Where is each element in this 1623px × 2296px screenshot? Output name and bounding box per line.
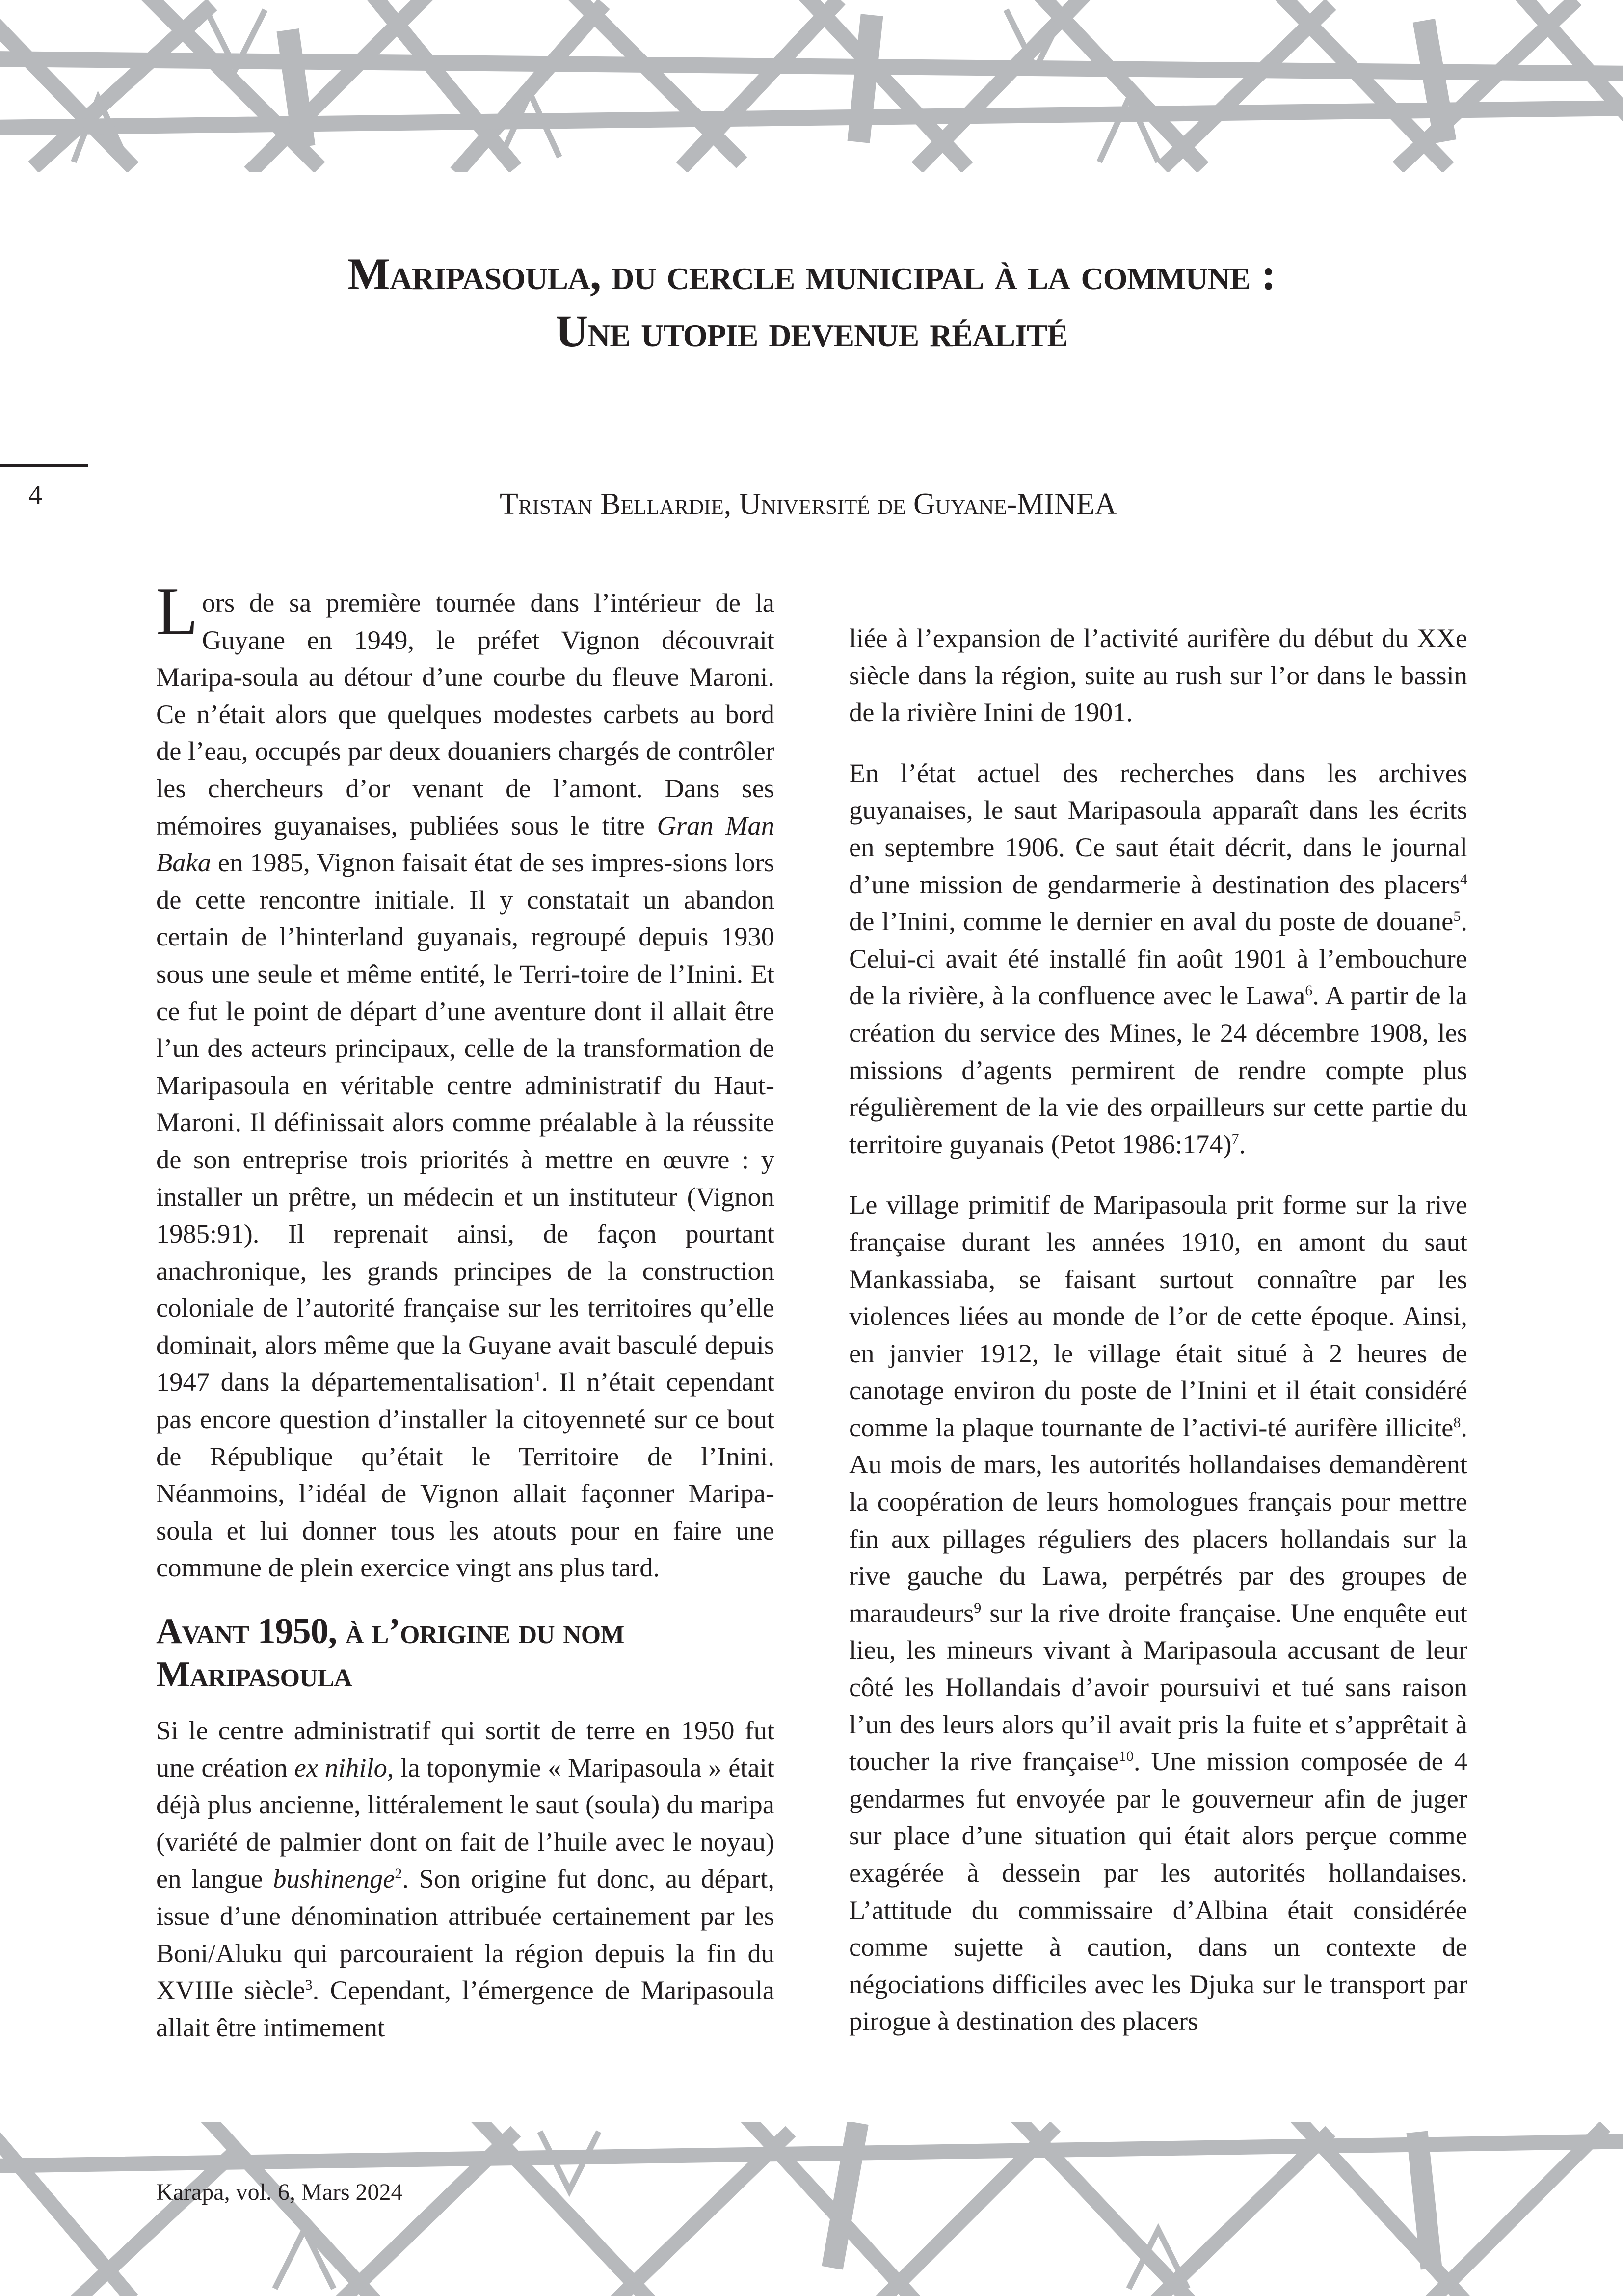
- footnote-ref[interactable]: 2: [395, 1865, 402, 1882]
- article-title-line-1: Maripasoula, du cercle municipal à la commune :: [347, 249, 1276, 299]
- article-title-line-2: Une utopie devenue réalité: [555, 306, 1068, 356]
- footnote-ref[interactable]: 7: [1231, 1131, 1239, 1147]
- body-paragraph: En l’état actuel des recherches dans les archives guyanaises, le saut Maripasoula apparaît dans les écrits en septembre 1906. Ce saut était décrit, dans le journal d’une mission de gendarmerie à destination des placers$^4$ de l’Inini, comme le dernier en aval du poste de douane$^5$. Celui-ci avait été installé fin août 1901 à l’embouchure de la rivière, à la confluence avec le Lawa$^6$. A partir de la création du service des Mines, le 24 décembre 1908, les missions d’agents permirent de rendre compte plus régulièrement de la vie des orpailleurs sur cette partie du territoire guyanais (Petot 1986:174)$^7$.: [849, 757, 1468, 1159]
- footnote-ref[interactable]: 8: [1453, 1414, 1461, 1431]
- top-decorative-band: [0, 0, 1623, 172]
- footnote-ref[interactable]: 6: [1305, 982, 1313, 999]
- footnote-ref[interactable]: 10: [1118, 1748, 1134, 1765]
- right-column: [849, 620, 1467, 2040]
- footnote-ref[interactable]: 4: [1460, 871, 1467, 888]
- body-paragraph: liée à l’expansion de l’activité aurifère du début du XXe siècle dans la région, suite au rush sur l’or dans le bassin de la rivière Inini de 1901.: [849, 623, 1467, 728]
- footnote-ref[interactable]: 3: [305, 1977, 313, 1994]
- left-column: [156, 573, 774, 2046]
- journal-footer: Karapa, vol. 6, Mars 2024: [156, 2179, 403, 2205]
- page-number-rule: [0, 464, 88, 467]
- article-title: [0, 245, 1623, 359]
- section-heading: Avant 1950, à l’origine du nom Maripasoula: [156, 1611, 624, 1695]
- author-affiliation: Tristan Bellardie, Université de Guyane-MINEA: [500, 487, 1117, 521]
- page-number: 4: [28, 480, 42, 510]
- bottom-decorative-band: [0, 2122, 1623, 2296]
- footnote-ref[interactable]: 5: [1453, 908, 1461, 924]
- woven-pattern-graphic: [0, 2122, 1623, 2296]
- drop-cap: L: [156, 573, 198, 649]
- body-paragraph: Le village primitif de Maripasoula prit forme sur la rive française durant les années 1910, en amont du saut Mankassiaba, se faisant surtout connaître par les violences liées au monde de l’or de cette époque. Ainsi, en janvier 1912, le village était situé à 2 heures de canotage environ du poste de l’Inini et il était considéré comme la plaque tournante de l’activi-té aurifère illicite$^8$. Au mois de mars, les autorités hollandaises demandèrent la coopération de leurs homologues français pour mettre fin aux pillages réguliers des placers hollandais sur la rive gauche du Lawa, perpétrés par des groupes de maraudeurs$^9$ sur la rive droite française. Une enquête eut lieu, les mineurs vivant à Maripasoula accusant de leur côté les Hollandais d’avoir poursuivi et tué sans raison l’un des leurs alors qu’il avait pris la fuite et s’apprêtait à toucher la rive française$^{10}$. Une mission composée de 4 gendarmes fut envoyée par le gouverneur afin de juger sur place d’une situation qui était alors perçue comme exagérée à dessein par les autorités hollandaises. L’attitude du commissaire d’Albina était considérée comme sujette à caution, dans un contexte de négociations difficiles avec les Djuka sur le transport par pirogue à destination des placers: [849, 1189, 1467, 2036]
- footnote-ref[interactable]: 9: [974, 1599, 982, 1616]
- intro-paragraph: Lors de sa première tournée dans l’intérieur de la Guyane en 1949, le préfet Vignon découvrait Maripa-soula au détour d’une courbe du fleuve Maroni. Ce n’était alors que quelques modestes carbets au bord de l’eau, occupés par deux douaniers chargés de contrôler les chercheurs d’or venant de l’amont. Dans ses mémoires guyanaises, publiées sous le titre Gran Man Baka en 1985, Vignon faisait état de ses impres-sions lors de cette rencontre initiale. Il y constatait un abandon certain de l’hinterland guyanais, regroupé depuis 1930 sous une seule et même entité, le Terri-toire de l’Inini. Et ce fut le point de départ d’une aventure dont il allait être l’un des acteurs principaux, celle de la transformation de Maripasoula en véritable centre administratif du Haut-Maroni. Il définissait alors comme préalable à la réussite de son entreprise trois priorités à mettre en œuvre : y installer un prêtre, un médecin et un instituteur (Vignon 1985:91). Il reprenait ainsi, de façon pourtant anachronique, les grands principes de la construction coloniale de l’autorité française sur les territoires qu’elle dominait, alors même que la Guyane avait basculé depuis 1947 dans la départementalisation$^1$. Il n’était cependant pas encore question d’installer la citoyenneté sur ce bout de République qu’était le Territoire de l’Inini. Néanmoins, l’idéal de Vignon allait façonner Maripa-soula et lui donner tous les atouts pour en faire une commune de plein exercice vingt ans plus tard.: [156, 573, 774, 1583]
- body-paragraph: Si le centre administratif qui sortit de terre en 1950 fut une création ex nihilo, la toponymie « Maripasoula » était déjà plus ancienne, littéralement le saut (soula) du maripa (variété de palmier dont on fait de l’huile avec le noyau) en langue bushinenge$^2$. Son origine fut donc, au départ, issue d’une dénomination attribuée certainement par les Boni/Aluku qui parcouraient la région depuis la fin du XVIIIe siècle$^3$. Cependant, l’émergence de Maripasoula allait être intimement: [156, 1715, 774, 2042]
- footnote-ref[interactable]: 1: [534, 1369, 542, 1385]
- woven-pattern-graphic: [0, 0, 1623, 172]
